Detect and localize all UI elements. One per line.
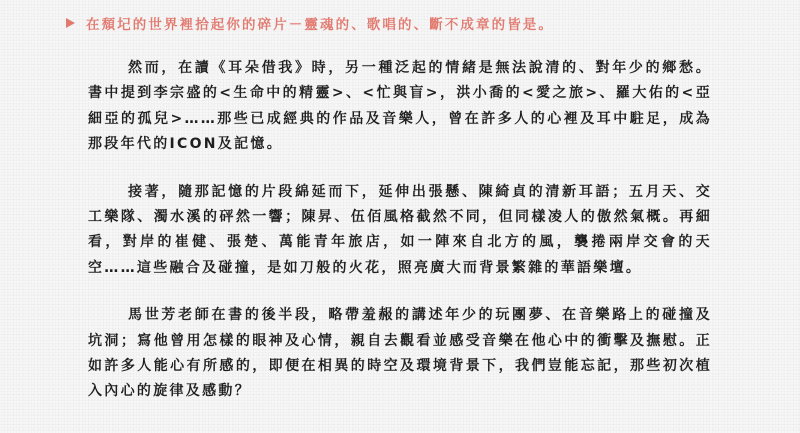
- triangle-right-icon: [66, 18, 75, 28]
- paragraph-2: 接著，隨那記憶的片段綿延而下，延伸出張懸、陳綺貞的清新耳語；五月天、交工樂隊、濁水溪的砰然一響；陳昇、伍佰風格截然不同，但同樣凌人的傲然氣概。再細看，對岸的崔健、張楚、萬能青年旅店，如一陣來自北方的風，襲捲兩岸交會的天空……這些融合及碰撞，是如刀般的火花，照亮廣大而背景繁雜的華語樂壇。: [88, 183, 712, 276]
- headline: [66, 11, 786, 35]
- article-body: [88, 56, 712, 405]
- paragraph-1: 然而，在讀《耳朵借我》時，另一種泛起的情緒是無法說清的、對年少的鄉愁。書中提到李宗盛的<生命中的精靈>、<忙與盲>，洪小喬的<愛之旅>、羅大佑的<亞細亞的孤兒>……那些已成經典的作品及音樂人，曾在許多人的心裡及耳中駐足，成為那段年代的ICON及記憶。: [88, 60, 712, 153]
- paragraph-3: 馬世芳老師在書的後半段，略帶羞赧的講述年少的玩團夢、在音樂路上的碰撞及坑洞；寫他曾用怎樣的眼神及心情，親自去觀看並感受音樂在他心中的衝擊及撫慰。正如許多人能心有所感的，即便在相異的時空及環境背景下，我們豈能忘記，那些初次植入內心的旋律及感動？: [88, 307, 712, 400]
- headline-text: 在頹圮的世界裡拾起你的碎片－靈魂的、歌唱的、斷不成章的皆是。: [86, 17, 554, 33]
